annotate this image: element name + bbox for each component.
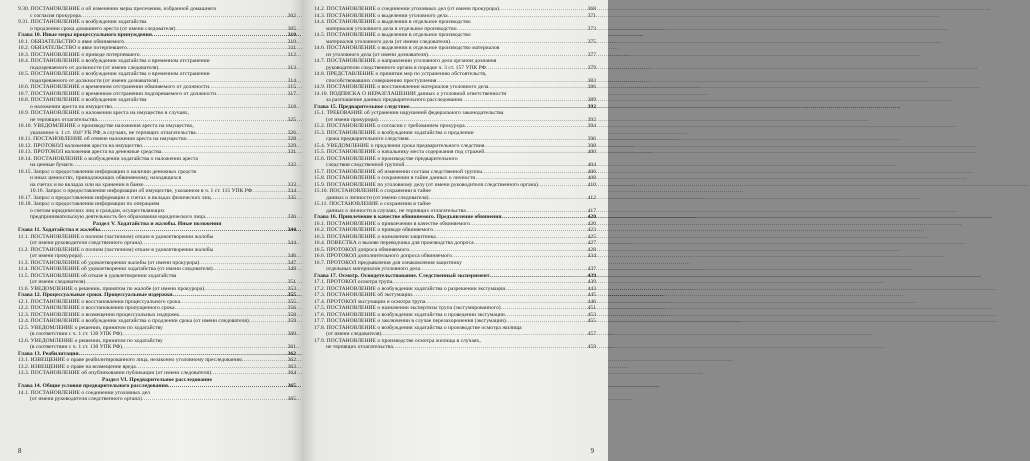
toc-entry-title: 16.5. ПРОТОКОЛ допроса обвиняемого (314, 246, 410, 253)
toc-entry-title: 10.10. УВЕДОМЛЕНИЕ о производстве наложения ареста на имущество, (18, 123, 194, 129)
toc-page-number: 346 (287, 253, 296, 259)
toc-entry-title: 12.5. УВЕДОМЛЕНИЕ о решении, принятом по ходатайству (18, 324, 163, 331)
toc-page-number: 412 (587, 194, 596, 201)
toc-entry-title: 14.2. ПОСТАНОВЛЕНИЕ о соединении уголовных дел (от имени прокурора) (314, 6, 499, 12)
toc-entry-title: из уголовного дела (от имени дознавателя) (326, 51, 428, 58)
toc-entry-title: 9.30. ПОСТАНОВЛЕНИЕ о об изменении меры пресечения, избранной домашнего (18, 6, 217, 12)
toc-page-number: 392 (587, 116, 596, 123)
toc-entry-title: 12.2. ПОСТАНОВЛЕНИЕ о восстановлении пропущенного срока (18, 305, 175, 311)
toc-page-number: 314 (287, 77, 296, 84)
toc-dot-leader (457, 26, 587, 33)
toc-entry-title: Глава 14. Общие условия предварительного расследования (18, 383, 168, 389)
toc-entry-title: и иных ценностях, принадлежащих обвиняемому, находящихся (30, 175, 182, 181)
toc-dot-leader (249, 318, 287, 325)
toc-page-number: 437 (587, 266, 596, 272)
toc-entry-title: подозреваемого от должности (от имени дознавателя) (30, 77, 159, 84)
toc-page-number: 310 (287, 38, 296, 45)
toc-page-number: 332 (287, 162, 296, 168)
toc-page-number: 326 (287, 129, 296, 136)
toc-entry-title: предпринимательскую деятельность без образования юридического лица (30, 214, 205, 220)
toc-entry-title: 16.1. ПОСТАНОВЛЕНИЕ о привлечении в качестве обвиняемого (314, 220, 471, 227)
toc-page-number: 392 (587, 103, 596, 110)
toc-page-number: 420 (587, 214, 596, 220)
toc-entry-title: за разглашение данных предварительного расследования (326, 97, 462, 103)
toc-page-number: 428 (587, 246, 596, 253)
toc-page-number: 310 (287, 32, 296, 38)
toc-page-number: 371 (587, 12, 596, 19)
toc-page-number: 347 (287, 259, 296, 266)
toc-entry-title: (от имени руководителя следственного органа) (30, 396, 142, 402)
toc-dot-leader (393, 344, 587, 351)
toc-entry-title: 15.4. УВЕДОМЛЕНИЕ о продлении срока предварительного следствия (314, 142, 485, 149)
toc-page-number: 325 (287, 116, 296, 123)
toc-page-number: 425 (587, 233, 596, 240)
toc-entry-title: 10.3. ПОСТАНОВЛЕНИЕ о приводе потерпевшего (18, 51, 140, 58)
toc-dot-leader (168, 383, 287, 390)
toc-entry-title: 14.3. ПОСТАНОВЛЕНИЕ о выделении уголовного дела (314, 12, 448, 19)
toc-entry-title: 12.1. ПОСТАНОВЛЕНИЕ о восстановлении процессуального срока (18, 298, 181, 305)
toc-entry-title: 12.4. ПОСТАНОВЛЕНИЕ о возбуждении ходатайства о продлении срока (от имени следователя) (18, 318, 249, 324)
toc-page-number: 389 (587, 97, 596, 103)
toc-entry-title: (от имени прокурора) (326, 116, 378, 123)
toc-entry-title: 10.12. ПРОТОКОЛ наложения ареста на имущество (18, 142, 143, 149)
toc-entry-title: руководителю следственного органа в порядке ч. 3 ст. 157 УПК РФ (326, 64, 487, 71)
toc-page-number: 398 (587, 142, 596, 149)
toc-page-number: 453 (587, 311, 596, 318)
toc-entry-title: 17.7. ПОСТАНОВЛЕНИЕ о заключении в случае перезахоронения (эксгумации) (314, 318, 506, 324)
toc-list-left (18, 6, 296, 403)
toc-entry-title: материалов уголовного дела в отдельное производство (326, 25, 457, 32)
toc-entry-title: 15.9. ПОСТАНОВЛЕНИЕ по уголовному делу (от имени руководителя следственного органа) (314, 181, 538, 188)
toc-dot-leader (452, 253, 587, 260)
toc-dot-leader (211, 370, 287, 377)
toc-entry-title: 16.7. ПРОТОКОЛ предъявления для ознакомления защитнику (314, 259, 462, 266)
toc-page-number: 362 (287, 357, 296, 363)
toc-page-number: 373 (587, 25, 596, 32)
toc-entry-title: (от имени следователя) (30, 279, 86, 285)
toc-page-number: 400 (587, 149, 596, 155)
toc-page-number: 375 (587, 38, 596, 45)
toc-page-number: 349 (287, 266, 296, 272)
toc-page-number: 408 (587, 175, 596, 181)
toc-page-number: 353 (287, 285, 296, 292)
toc-entry-title: 16.3. ПОСТАНОВЛЕНИЕ о назначении защитника (314, 233, 436, 240)
toc-page-number: 443 (587, 285, 596, 292)
toc-page-number: 317 (287, 90, 296, 97)
toc-entry-title: 17.8. ПОСТАНОВЛЕНИЕ о возбуждении ходатайства о производстве осмотра жилища (314, 324, 522, 331)
toc-page-number: 434 (587, 253, 596, 259)
toc-entry-title: 10.2. ОБЯЗАТЕЛЬСТВО о явке потерпевшего (18, 45, 127, 51)
toc-page-number: 305 (287, 25, 296, 32)
toc-entry-title: Глава 17. Осмотр. Освидетельствование. Следственный эксперимент (314, 272, 490, 279)
toc-entry-title: 9.31. ПОСТАНОВЛЕНИЕ о возбуждении ходатайства (18, 19, 147, 25)
toc-entry-title: 13.2. ИЗВЕЩЕНИЕ о праве на возмещение вреда (18, 363, 136, 370)
toc-page-number: 451 (587, 305, 596, 311)
toc-page-number: 394 (587, 123, 596, 129)
toc-entry-title: 11.1. ПОСТАНОВЛЕНИЕ о полном (частичном) отказе в удовлетворении жалобы (18, 233, 214, 240)
toc-page-number: 457 (587, 331, 596, 337)
toc-entry (314, 344, 596, 351)
toc-entry-title: 13.1. ИЗВЕЩЕНИЕ о праве реабилитированного лица, незаконно уголовному преследованию (18, 357, 243, 363)
toc-page-number: 446 (587, 298, 596, 305)
toc-entry-title: Глава 12. Процессуальные сроки. Процессуальные издержки (18, 292, 173, 298)
toc-entry (18, 396, 296, 403)
toc-entry-title: 10.14. ПОСТАНОВЛЕНИЕ о возбуждении ходатайства о наложении ареста (18, 155, 198, 162)
toc-entry-title: 14.8. ПРЕДСТАВЛЕНИЕ о принятии мер по устранению обстоятельств, (314, 71, 487, 77)
toc-page-number: 363 (287, 363, 296, 370)
toc-entry-title: 11.3. ПОСТАНОВЛЕНИЕ об удовлетворении жалобы (от имени прокурора) (18, 259, 200, 266)
toc-entry-title: не терпящих отлагательства (326, 344, 393, 350)
toc-entry-title: 14.7. ПОСТАНОВЛЕНИЕ о направлении уголовного дела органом дознания (314, 58, 497, 64)
toc-entry-title: (от имени прокурора) (30, 253, 82, 259)
toc-entry-title: 11.5. ПОСТАНОВЛЕНИЕ об отказе в удовлетворении ходатайства (18, 272, 177, 279)
toc-dot-leader (142, 396, 287, 403)
toc-page-number: 365 (287, 383, 296, 389)
toc-page-number: 358 (287, 311, 296, 318)
toc-entry-title: 17.3. ПОСТАНОВЛЕНИЕ об эксгумации (314, 292, 412, 298)
toc-entry-title: 15.10. ПОСТАНОВЛЕНИЕ о сохранении в тайне (314, 188, 431, 194)
toc-page-number: 368 (587, 6, 596, 12)
toc-page-number: 318 (287, 103, 296, 110)
toc-page-number: 383 (587, 77, 596, 84)
toc-page-number: 360 (287, 331, 296, 337)
toc-page-number: 334 (287, 188, 296, 194)
toc-entry-title: не терпящих отлагательства (30, 116, 97, 123)
toc-page-number: 355 (287, 292, 296, 298)
toc-page-number: 336 (287, 214, 296, 220)
toc-entry-title: Раздел VI. Предварительное расследование (102, 376, 212, 383)
toc-entry-title: 15.1. ТРЕБОВАНИЕ об устранении нарушений федерального законодательства (314, 110, 504, 116)
toc-page-number: 311 (287, 45, 296, 51)
toc-entry-title: 10.4. ПОСТАНОВЛЕНИЕ о возбуждении ходатайства о временном отстранении (18, 58, 210, 64)
toc-page-number: 335 (287, 194, 296, 201)
toc-list-right (314, 6, 596, 351)
toc-page-number: 420 (587, 220, 596, 227)
toc-page-number: 386 (587, 84, 596, 90)
toc-page-number: 445 (587, 292, 596, 298)
toc-entry-title: 10.15. Запрос о предоставлении информации о наличии денежных средств (18, 168, 196, 175)
toc-page-number: 459 (587, 344, 596, 350)
toc-page-number: 365 (287, 396, 296, 402)
toc-page-number: 404 (587, 162, 596, 168)
toc-entry-title: 17.6. ПОСТАНОВЛЕНИЕ о возбуждении ходатайства о проведении эксгумации (314, 311, 505, 318)
toc-entry-title: 15.6. ПОСТАНОВЛЕНИЕ о производстве предварительного (314, 155, 458, 162)
toc-entry-title: 17.4. ПРОТОКОЛ эксгумации и осмотра трупа (314, 298, 426, 305)
toc-page-number: 410 (587, 181, 596, 188)
toc-entry-title: 17.2. ПОСТАНОВЛЕНИЕ о возбуждении ходатайства о разрешении эксгумации (314, 285, 506, 292)
toc-dot-leader (211, 195, 287, 202)
toc-entry-title: с согласия прокурора (30, 12, 81, 19)
toc-entry-title: 17.5. ПОСТАНОВЛЕНИЕ о назначении экспертизы трупа (эксгумированного) (314, 305, 501, 311)
toc-entry-title: (от имени руководителя следственного органа) (30, 240, 142, 246)
toc-entry-title: 10.16. Запрос о предоставлении информации об имуществе, указанном в ч. 1 ст. 115 УПК РФ (30, 188, 253, 194)
toc-page-number: 379 (587, 64, 596, 71)
toc-entry-title: 16.6. ПРОТОКОЛ дополнительного допроса обвиняемого (314, 253, 452, 259)
toc-page-number: 344 (287, 240, 296, 246)
toc-page-number: 333 (287, 181, 296, 188)
toc-entry-title: о продлении срока домашнего ареста (от имени следователя) (30, 25, 176, 32)
toc-entry-title: отдельных материалов уголовного дела (326, 266, 421, 272)
toc-page-number: 362 (287, 350, 296, 357)
toc-dot-leader (484, 149, 586, 156)
toc-entry-title: 14.9. ПОСТАНОВЛЕНИЕ о восстановлении материалов уголовного дела (314, 84, 489, 90)
toc-dot-leader (216, 91, 287, 98)
toc-entry-title: Глава 15. Предварительное следствие (314, 103, 410, 110)
left-page (0, 0, 302, 461)
toc-entry-title: 15.11. ПОСТАНОВЛЕНИЕ о сохранении в тайне (314, 201, 431, 207)
toc-page-number: 417 (587, 207, 596, 214)
toc-entry-title: Глава 10. Иные меры процессуального принуждения (18, 32, 152, 38)
toc-entry-title: 13.3. ПОСТАНОВЛЕНИЕ об опубликовании публикации (от имени следователя) (18, 370, 211, 376)
toc-entry-title: о наложении ареста на имущество (30, 103, 113, 110)
toc-entry-title: Глава 11. Ходатайства и жалобы (18, 227, 101, 233)
toc-entry-title: 12.6. УВЕДОМЛЕНИЕ о решении, принятом по ходатайству (18, 337, 163, 344)
toc-entry-title: данных о личности в случаях, не терпящих отлагательства (326, 207, 466, 214)
toc-page-number: 364 (287, 370, 296, 376)
toc-page-number: 329 (287, 142, 296, 149)
toc-entry-title: 11.2. ПОСТАНОВЛЕНИЕ о полном (частичном) отказе в удовлетворении жалобы (18, 246, 214, 253)
toc-dot-leader (486, 65, 587, 72)
toc-page-number: 427 (587, 240, 596, 246)
toc-entry-title: способствовавших совершению преступления (326, 77, 437, 84)
toc-dot-leader (213, 266, 287, 273)
toc-dot-leader (538, 182, 587, 189)
toc-page-number: 313 (287, 64, 296, 71)
toc-entry-title: 10.11. ПОСТАНОВЛЕНИЕ об отмене наложения ареста на имущество (18, 136, 187, 142)
right-page (302, 0, 608, 461)
toc-page-number: 359 (287, 318, 296, 324)
toc-entry-title: подозреваемого от должности (от имени следователя) (30, 64, 159, 71)
toc-entry-title: срока предварительного следствия (326, 136, 409, 142)
toc-entry-title: 12.3. ПОСТАНОВЛЕНИЕ о возмещении процессуальных издержек (18, 311, 180, 318)
toc-page-number: 439 (587, 279, 596, 285)
toc-entry-title: 14.10. ПОДПИСКА О НЕРАЗГЛАШЕНИИ данных о уголовной ответственности (314, 90, 507, 97)
toc-entry-title: 14.4. ПОСТАНОВЛЕНИЕ о выделении в отдельное производство (314, 19, 471, 25)
toc-entry-title: 16.2. ПОСТАНОВЛЕНИЕ о приводе обвиняемого (314, 227, 433, 233)
toc-page-number: 423 (587, 227, 596, 233)
toc-page-number: 396 (587, 136, 596, 142)
page-number-left: 8 (18, 447, 22, 455)
toc-entry-title: 14.1. ПОСТАНОВЛЕНИЕ о соединении уголовных дел (18, 389, 150, 396)
toc-entry-title: (в соответствии с ч. 1 ст. 130 УПК РФ) (30, 331, 123, 337)
toc-entry-title: 10.7. ПОСТАНОВЛЕНИЕ о временном отстранении подозреваемого от должности (18, 90, 217, 97)
toc-page-number: 312 (287, 51, 296, 58)
toc-entry-title: следствия следственной группой (326, 162, 405, 168)
toc-entry-title: (от имени следователя) (326, 331, 382, 337)
toc-page-number: 315 (287, 84, 296, 90)
toc-entry-title: Глава 16. Привлечение в качестве обвиняемого. Предъявление обвинения (314, 214, 502, 220)
toc-entry-title: 11.4. ПОСТАНОВЛЕНИЕ об удовлетворении ходатайства (от имени следователя) (18, 266, 213, 272)
toc-entry-title: 16.4. ПОВЕСТКА о вызове переводчика для производства допроса (314, 240, 474, 246)
toc-entry-title: (в соответствии с ч. 1 ст. 130 УПК РФ) (30, 344, 123, 350)
toc-entry-title: 10.18. Запрос о предоставлении информации по операциям (18, 201, 160, 207)
toc-entry-title: Раздел V. Ходатайства и жалобы. Иные положения (92, 220, 222, 227)
toc-entry-title: на ценные бумаги (30, 162, 73, 168)
toc-page-number: 355 (287, 298, 296, 305)
toc-entry-title: материалов уголовного дела (от имени следователя) (326, 38, 450, 45)
toc-entry-title: 15.8. ПОСТАНОВЛЕНИЕ о сохранении в тайне данных о личности (314, 175, 476, 181)
toc-entry-title: 15.2. ПОСТАНОВЛЕНИЕ о согласии с требованием прокурора (314, 123, 465, 129)
toc-page-number: 351 (287, 279, 296, 285)
toc-page-number: 377 (587, 51, 596, 58)
toc-entry-title: Глава 13. Реабилитация (18, 350, 79, 357)
toc-entry-title: 11.6. УВЕДОМЛЕНИЕ о решении, принятом по жалобе (от имени прокурора) (18, 285, 205, 292)
toc-page-number: 331 (287, 149, 296, 155)
toc-entry-title: 10.13. ПРОТОКОЛ наложения ареста на денежные средства (18, 149, 162, 155)
toc-entry-title: указанное ч. 1 ст. 104³ УК РФ, в случаях, не терпящих отлагательства (30, 129, 196, 136)
toc-page-number: 406 (587, 168, 596, 175)
toc-entry-title: 17.9. ПОСТАНОВЛЕНИЕ о производстве осмотра жилища в случаях, (314, 337, 481, 344)
toc-entry-title: 10.1. ОБЯЗАТЕЛЬСТВО о явке обвиняемого (18, 38, 125, 45)
toc-dot-leader (429, 195, 587, 202)
toc-page-number: 455 (587, 318, 596, 324)
toc-entry-title: 15.5. ПОСТАНОВЛЕНИЕ о начальнику места содержания под стражей (314, 149, 485, 155)
toc-entry-title: 10.9. ПОСТАНОВЛЕНИЕ о наложении ареста на имущество в случаях, (18, 110, 189, 116)
toc-entry-title: 14.6. ПОСТАНОВЛЕНИЕ о выделении в отдельное производство материалов (314, 45, 500, 51)
toc-entry-title: о счетам юридических лиц и граждан, осуществляющих (30, 207, 165, 214)
toc-page-number: 356 (287, 305, 296, 311)
toc-page-number: 361 (287, 344, 296, 350)
toc-page-number: 439 (587, 272, 596, 279)
toc-entry-title: данных о личности (от имени следователя) (326, 194, 429, 201)
toc-entry-title: 10.6. ПОСТАНОВЛЕНИЕ о временном отстранении обвиняемого от должности (18, 84, 210, 90)
toc-entry-title: 15.7. ПОСТАНОВЛЕНИЕ об изменении состава следственной группы (314, 168, 483, 175)
toc-page-number: 344 (287, 227, 296, 233)
toc-page-number: 302 (287, 12, 296, 19)
toc-entry-title: на счетах и во вкладах или на хранении в банке (30, 181, 144, 188)
toc-entry-title: 10.5. ПОСТАНОВЛЕНИЕ о возбуждении ходатайства о временном отстранении (18, 71, 210, 77)
toc-entry-title: 14.5. ПОСТАНОВЛЕНИЕ о выделении в отдельное производство (314, 32, 471, 38)
toc-dot-leader (465, 123, 587, 130)
toc-entry-title: 15.3. ПОСТАНОВЛЕНИЕ о возбуждении ходатайства о продлении (314, 129, 474, 136)
toc-entry-title: 10.8. ПОСТАНОВЛЕНИЕ о возбуждении ходатайства (18, 97, 147, 103)
toc-entry-title: 10.17. Запрос о предоставлении информации о счетах и вкладах физических лиц (18, 194, 211, 201)
toc-entry-title: 17.1. ПРОТОКОЛ осмотра трупа (314, 279, 393, 285)
page-number-right: 9 (590, 447, 594, 455)
toc-page-number: 328 (287, 136, 296, 142)
